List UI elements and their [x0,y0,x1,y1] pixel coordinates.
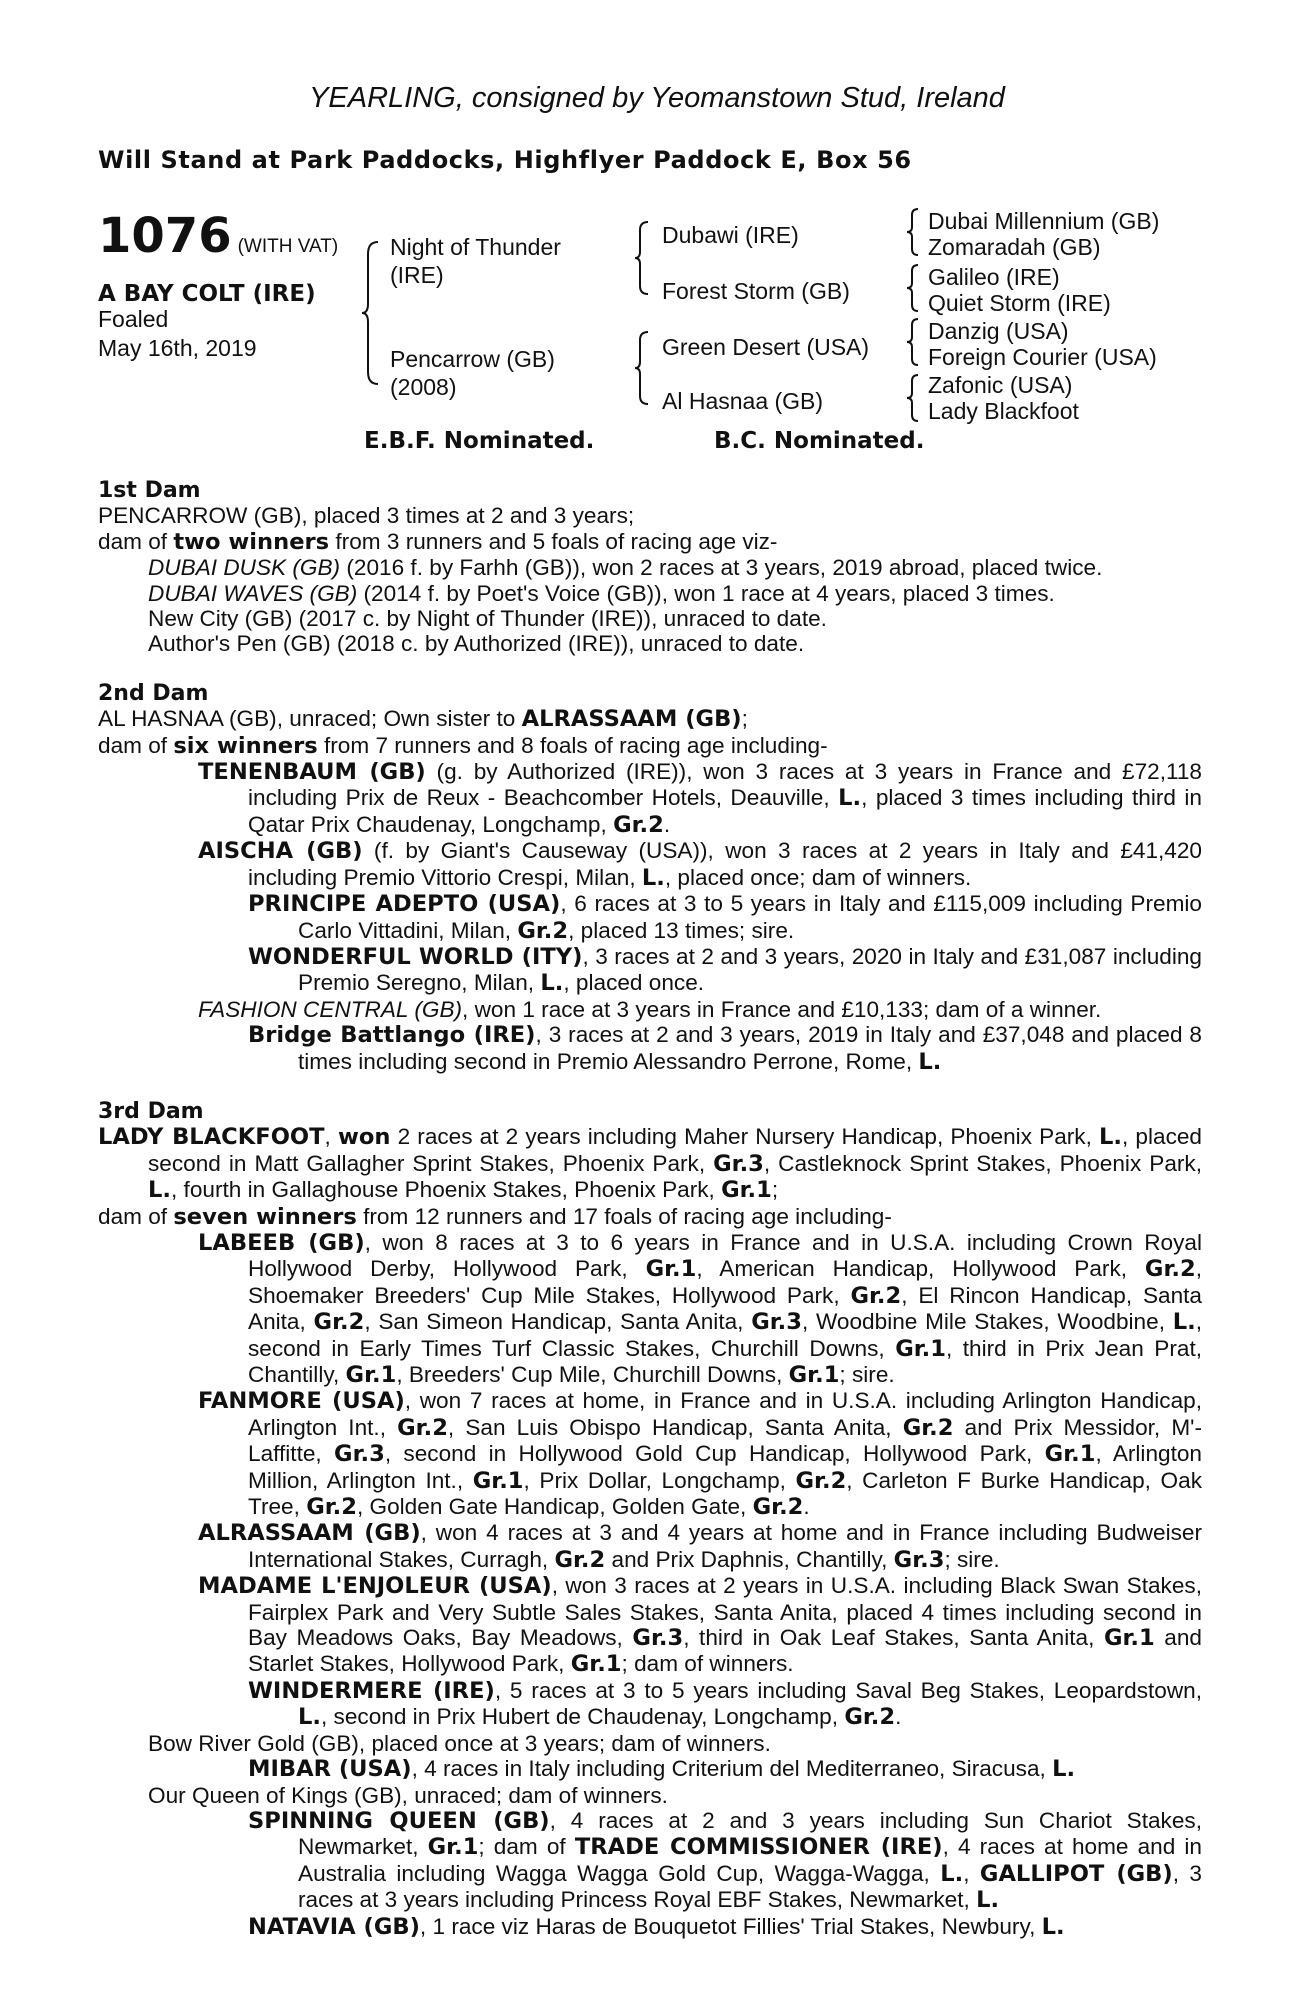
dam-year: (2008) [390,374,457,400]
ancestor-5: Danzig (USA) [928,318,1069,344]
ancestor-2: Zomaradah (GB) [928,234,1101,260]
first-dam-line: PENCARROW (GB), placed 3 times at 2 and 3 years; [98,503,635,529]
entry-madame-lenjoleur: MADAME L'ENJOLEUR (USA), won 3 races at 2 years in U.S.A. including Black Swan Stakes, Fairplex Park and Very Subtle Sales Stakes, Santa Anita, placed 4 times including second in Bay Meadows Oaks, Bay Meadows, Gr.3, third in Oak Leaf Stakes, Santa Anita, Gr.1 and Starlet Stakes, Hollywood Park, Gr.1; dam of winners. [198,1573,1202,1678]
offspring-authors-pen: Author's Pen (GB) (2018 c. by Authorized (IRE)), unraced to date. [148,631,805,657]
third-dam-summary: dam of seven winners from 12 runners and 17 foals of racing age including- [98,1203,892,1230]
sire-dam: Forest Storm (GB) [662,278,850,304]
dam-dam: Al Hasnaa (GB) [662,388,824,414]
lot-heading [98,208,338,264]
brace-forest-storm [906,262,924,314]
ebf-nomination: E.B.F. Nominated. [364,428,595,454]
offspring-dubai-waves: DUBAI WAVES (GB) (2014 f. by Poet's Voice (GB)), won 1 race at 4 years, placed 3 times. [148,580,1055,606]
sire-name: Night of Thunder [390,234,561,260]
dam-line-brace [634,328,654,408]
third-dam-heading: 3rd Dam [98,1098,204,1124]
entry-our-queen-of-kings: Our Queen of Kings (GB), unraced; dam of winners. [148,1782,668,1808]
entry-windermere: WINDERMERE (IRE), 5 races at 3 to 5 years including Saval Beg Stakes, Leopardstown, L., second in Prix Hubert de Chaudenay, Longchamp, Gr.2. [248,1677,1203,1731]
bc-nomination: B.C. Nominated. [714,428,925,454]
entry-alrassaam: ALRASSAAM (GB), won 4 races at 3 and 4 years at home and in France including Budweiser International Stakes, Curragh, Gr.2 and Prix Daphnis, Chantilly, Gr.3; sire. [198,1520,1202,1573]
sire-country: (IRE) [390,262,444,288]
brace-al-hasnaa [906,372,924,424]
ancestor-3: Galileo (IRE) [928,264,1060,290]
entry-fashion-central: FASHION CENTRAL (GB), won 1 race at 3 years in France and £10,133; dam of a winner. [198,996,1102,1022]
entry-fanmore: FANMORE (USA), won 7 races at home, in France and in U.S.A. including Arlington Handicap, Arlington Int., Gr.2, San Luis Obispo Handicap, Santa Anita, Gr.2 and Prix Messidor, M'-Laffitte, Gr.3, second in Hollywood Gold Cup Handicap, Hollywood Park, Gr.1, Arlington Million, Arlington Int., Gr.1, Prix Dollar, Longchamp, Gr.2, Carleton F Burke Handicap, Oak Tree, Gr.2, Golden Gate Handicap, Golden Gate, Gr.2. [198,1388,1203,1521]
brace-dubawi [906,206,924,258]
produce-record [98,478,1202,1940]
sire-line-brace [634,218,654,298]
stand-location: Will Stand at Park Paddocks, Highflyer Paddock E, Box 56 [98,146,912,174]
entry-bridge-battlango: Bridge Battlango (IRE), 3 races at 2 and 3 years, 2019 in Italy and £37,048 and placed 8 times including second in Premio Alessandro Perrone, Rome, L. [248,1022,1202,1075]
entry-principe-adepto: PRINCIPE ADEPTO (USA), 6 races at 3 to 5 years in Italy and £115,009 including Premio Carlo Vittadini, Milan, Gr.2, placed 13 times; sire. [248,891,1202,944]
dam-name: Pencarrow (GB) [390,346,555,372]
entry-tenenbaum: TENENBAUM (GB) (g. by Authorized (IRE)), won 3 races at 3 years in France and £72,118 including Prix de Reux - Beachcomber Hotels, Deauville, L., placed 3 times including third in Qatar Prix Chaudenay, Longchamp, Gr.2. [198,759,1202,838]
offspring-dubai-dusk: DUBAI DUSK (GB) (2016 f. by Farhh (GB)), won 2 races at 3 years, 2019 abroad, placed twice. [148,555,1103,581]
first-dam-summary: dam of two winners from 3 runners and 5 foals of racing age viz- [98,528,778,555]
first-dam-heading: 1st Dam [98,478,201,503]
offspring-new-city: New City (GB) (2017 c. by Night of Thunder (IRE)), unraced to date. [148,606,827,632]
foaled-date: May 16th, 2019 [98,335,257,361]
entry-aischa: AISCHA (GB) (f. by Giant's Causeway (USA)), won 3 races at 2 years in Italy and £41,420 including Premio Vittorio Crespi, Milan, L., placed once; dam of winners. [198,838,1202,891]
entry-natavia: NATAVIA (GB), 1 race viz Haras de Bouquetot Fillies' Trial Stakes, Newbury, L. [248,1913,1065,1940]
lot-description: A BAY COLT (IRE) [98,281,316,307]
ancestor-6: Foreign Courier (USA) [928,344,1157,370]
entry-bow-river-gold: Bow River Gold (GB), placed once at 3 years; dam of winners. [148,1730,771,1756]
vat-note: (WITH VAT) [237,236,339,257]
entry-labeeb: LABEEB (GB), won 8 races at 3 to 6 years in France and in U.S.A. including Crown Royal Hollywood Derby, Hollywood Park, Gr.1, American Handicap, Hollywood Park, Gr.2, Shoemaker Breeders' Cup Mile Stakes, Hollywood Park, Gr.2, El Rincon Handicap, Santa Anita, Gr.2, San Simeon Handicap, Santa Anita, Gr.3, Woodbine Mile Stakes, Woodbine, L., second in Early Times Turf Classic Stakes, Churchill Downs, Gr.1, third in Prix Jean Prat, Chantilly, Gr.1, Breeders' Cup Mile, Churchill Downs, Gr.1; sire. [198,1229,1203,1388]
foaled-label: Foaled [98,306,169,332]
dam-sire: Green Desert (USA) [662,334,870,360]
entry-wonderful-world: WONDERFUL WORLD (ITY), 3 races at 2 and 3 years, 2020 in Italy and £31,087 including Premio Seregno, Milan, L., placed once. [248,943,1203,997]
ancestor-7: Zafonic (USA) [928,372,1073,398]
ancestor-4: Quiet Storm (IRE) [928,290,1111,316]
brace-green-desert [906,316,924,368]
second-dam-summary: dam of six winners from 7 runners and 8 foals of racing age including- [98,732,828,759]
entry-lady-blackfoot: LADY BLACKFOOT, won 2 races at 2 years including Maher Nursery Handicap, Phoenix Park, L., placed second in Matt Gallagher Sprint Stakes, Phoenix Park, Gr.3, Castleknock Sprint Stakes, Phoenix Park, L., fourth in Gallaghouse Phoenix Stakes, Phoenix Park, Gr.1; [98,1124,1202,1204]
ancestor-1: Dubai Millennium (GB) [928,208,1160,234]
second-dam-heading: 2nd Dam [98,680,209,706]
consignment-line: YEARLING, consigned by Yeomanstown Stud, Ireland [309,82,1005,114]
entry-mibar: MIBAR (USA), 4 races in Italy including Criterium del Mediterraneo, Siracusa, L. [248,1756,1076,1783]
ancestor-8: Lady Blackfoot [928,398,1079,424]
sire-dam-brace [360,238,384,388]
entry-spinning-queen: SPINNING QUEEN (GB), 4 races at 2 and 3 years including Sun Chariot Stakes, Newmarket, Gr.1; dam of TRADE COMMISSIONER (IRE), 4 races at home and in Australia including Wagga Wagga Gold Cup, Wagga-Wagga, L., GALLIPOT (GB), 3 races at 3 years including Princess Royal EBF Stakes, Newmarket, L. [248,1807,1202,1914]
second-dam-line: AL HASNAA (GB), unraced; Own sister to ALRASSAAM (GB); [98,706,748,733]
lot-number: 1076 [98,208,232,264]
sire-sire: Dubawi (IRE) [662,222,799,248]
